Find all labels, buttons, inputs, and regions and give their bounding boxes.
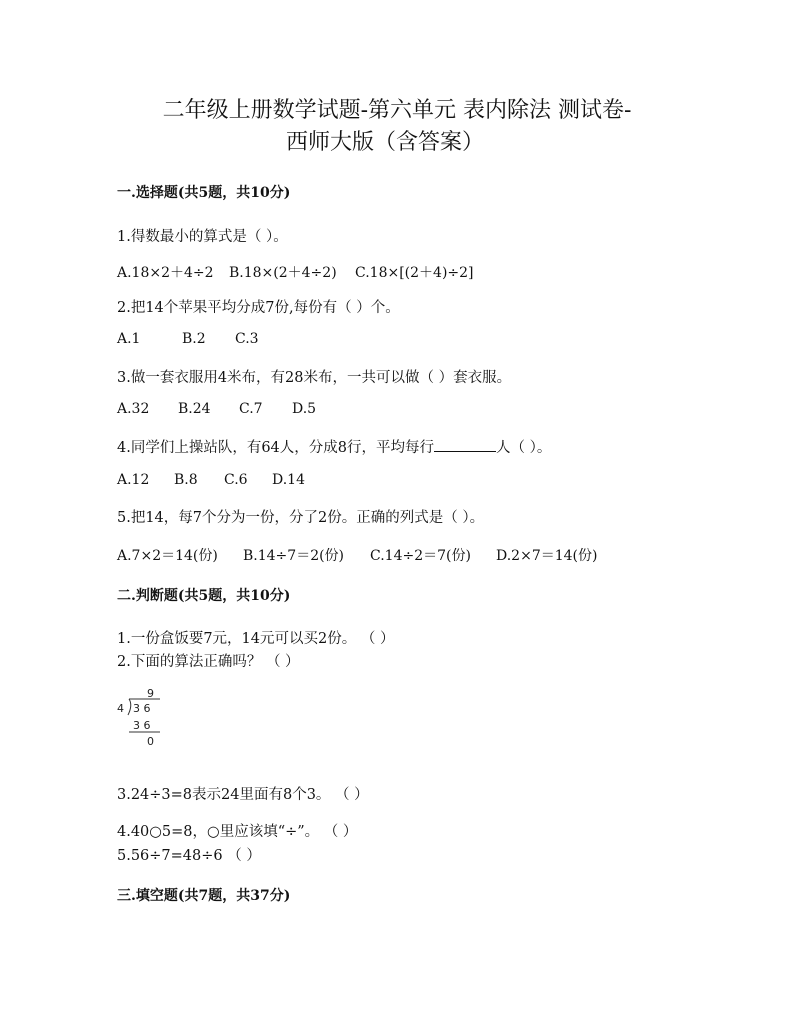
document-title-line-1: 二年级上册数学试题-第六单元 表内除法 测试卷- bbox=[162, 98, 632, 123]
choice-q4-stem-part-1: 4.同学们上操站队，有64人，分成8行，平均每行 bbox=[117, 440, 435, 456]
choice-q1-option-c: C.18×[(2＋4)÷2] bbox=[355, 265, 474, 281]
choice-q3-option-b: B.24 bbox=[178, 401, 211, 417]
choice-q4-stem bbox=[117, 436, 551, 457]
section-heading-fill: 三.填空题(共7题，共37分) bbox=[117, 888, 291, 904]
choice-q3-stem: 3.做一套衣服用4米布，有28米布，一共可以做（ ）套衣服。 bbox=[117, 370, 512, 386]
choice-q4-option-b: B.8 bbox=[174, 472, 198, 488]
judge-q1: 1.一份盒饭要7元，14元可以买2份。 （ ） bbox=[117, 631, 395, 647]
choice-q4-option-d: D.14 bbox=[272, 472, 305, 488]
choice-q1-stem: 1.得数最小的算式是（ ）。 bbox=[117, 229, 288, 245]
choice-q5-option-a: A.7×2＝14(份) bbox=[117, 548, 218, 564]
division-remainder: 0 bbox=[147, 735, 154, 747]
choice-q1-option-b: B.18×(2＋4÷2) bbox=[229, 265, 337, 281]
long-division-figure bbox=[112, 685, 172, 747]
division-dividend: 3 6 bbox=[133, 702, 151, 715]
division-product: 3 6 bbox=[133, 719, 151, 732]
answer-blank bbox=[434, 437, 496, 452]
choice-q5-option-c: C.14÷2＝7(份) bbox=[370, 548, 471, 564]
choice-q3-option-c: C.7 bbox=[239, 401, 263, 417]
document-title-line-2: 西师大版（含答案） bbox=[285, 130, 484, 155]
choice-q4-option-c: C.6 bbox=[224, 472, 248, 488]
choice-q3-option-a: A.32 bbox=[117, 401, 150, 417]
section-heading-judge: 二.判断题(共5题，共10分) bbox=[117, 588, 291, 604]
choice-q2-option-b: B.2 bbox=[182, 331, 206, 347]
judge-q3: 3.24÷3=8表示24里面有8个3。 （ ） bbox=[117, 787, 369, 803]
choice-q2-option-c: C.3 bbox=[235, 331, 259, 347]
judge-q2: 2.下面的算法正确吗？ （ ） bbox=[117, 654, 300, 670]
section-heading-choice: 一.选择题(共5题，共10分) bbox=[117, 185, 291, 201]
choice-q5-stem: 5.把14，每7个分为一份，分了2份。正确的列式是（ ）。 bbox=[117, 510, 485, 526]
choice-q5-option-b: B.14÷7＝2(份) bbox=[243, 548, 345, 564]
division-bracket bbox=[128, 699, 131, 715]
choice-q4-stem-part-2: 人（ ）。 bbox=[496, 440, 552, 456]
judge-q5: 5.56÷7=48÷6 （ ） bbox=[117, 848, 261, 864]
choice-q3-option-d: D.5 bbox=[292, 401, 317, 417]
choice-q4-option-a: A.12 bbox=[117, 472, 150, 488]
choice-q2-stem: 2.把14个苹果平均分成7份,每份有（ ）个。 bbox=[117, 300, 400, 316]
choice-q2-option-a: A.1 bbox=[117, 331, 141, 347]
choice-q5-option-d: D.2×7＝14(份) bbox=[496, 548, 598, 564]
judge-q4: 4.40○5=8，○里应该填“÷”。 （ ） bbox=[117, 824, 358, 840]
choice-q1-option-a: A.18×2＋4÷2 bbox=[117, 265, 214, 281]
division-quotient: 9 bbox=[147, 687, 154, 700]
division-divisor: 4 bbox=[117, 702, 124, 715]
